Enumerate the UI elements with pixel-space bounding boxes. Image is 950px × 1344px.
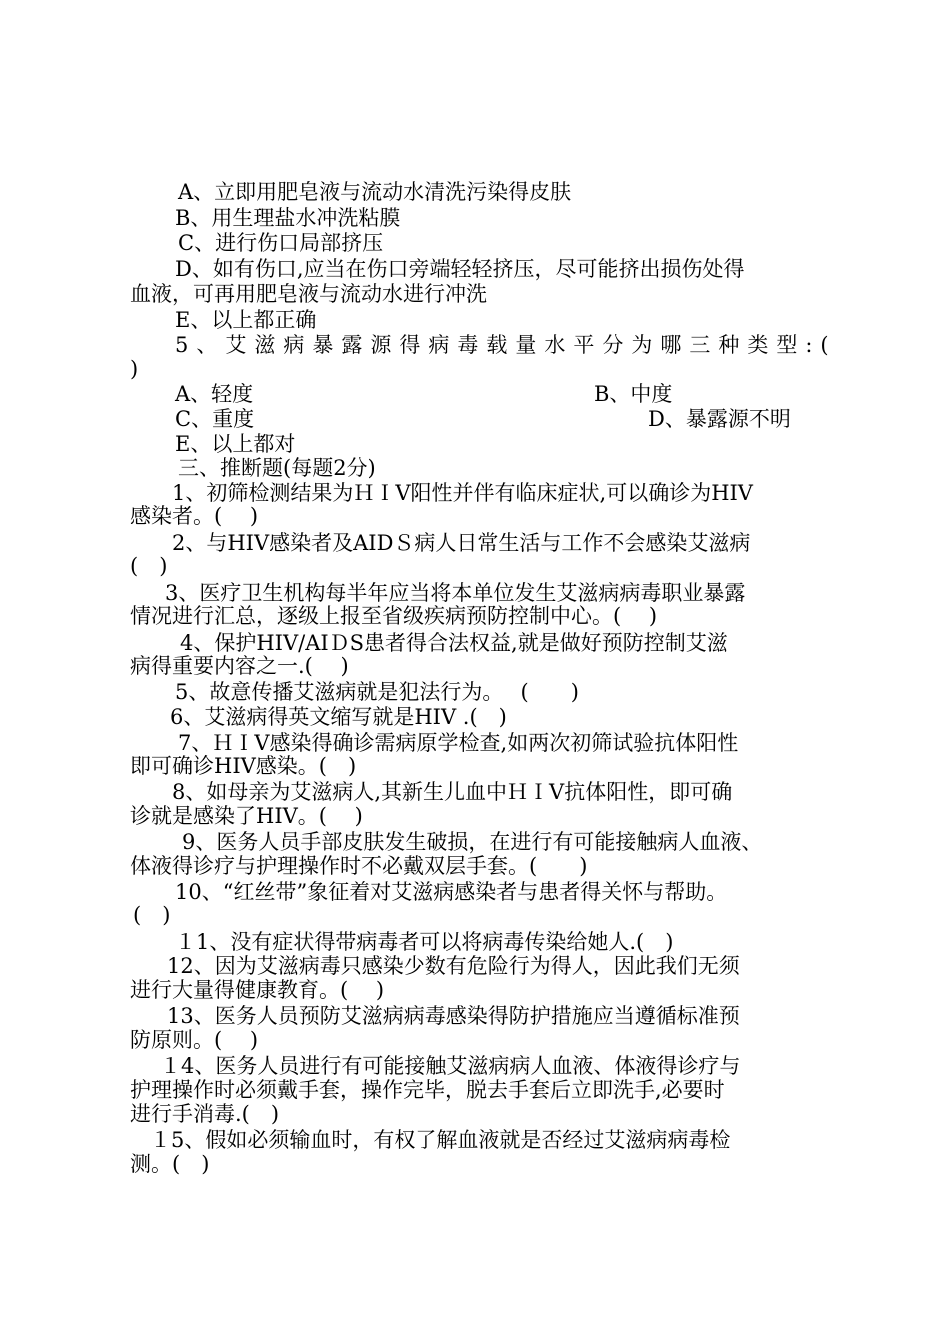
tf-question-13-line1: 13、医务人员预防艾滋病病毒感染得防护措施应当遵循标准预: [167, 1004, 740, 1028]
tf-question-14-line2: 护理操作时必须戴手套，操作完毕，脱去手套后立即洗手,必要时: [130, 1078, 725, 1102]
tf-question-11: １1、没有症状得带病毒者可以将病毒传染给她人.( ): [175, 930, 674, 954]
tf-question-4-line2: 病得重要内容之一.( ): [130, 654, 349, 678]
q5-option-e: E、以上都对: [175, 432, 296, 456]
tf-question-6: 6、艾滋病得英文缩写就是HIV .( ): [170, 705, 507, 729]
option-a: A、立即用肥皂液与流动水清洗污染得皮肤: [178, 180, 572, 204]
tf-question-10-line1: 10、“红丝带”象征着对艾滋病感染者与患者得关怀与帮助。: [175, 880, 728, 904]
tf-question-5: 5、故意传播艾滋病就是犯法行为。 ( ): [175, 680, 579, 704]
tf-question-3-line2: 情况进行汇总，逐级上报至省级疾病预防控制中心。( ): [130, 604, 658, 628]
question-5-line2: ): [130, 357, 139, 381]
tf-question-14-line3: 进行手消毒.( ): [130, 1102, 280, 1126]
tf-question-13-line2: 防原则。( ): [130, 1028, 259, 1052]
tf-question-10-line2: ( ): [133, 903, 171, 927]
section-heading: 三、推断题(每题2分): [178, 456, 376, 480]
tf-question-3-line1: 3、医疗卫生机构每半年应当将本单位发生艾滋病病毒职业暴露: [165, 581, 746, 605]
tf-question-8-line1: 8、如母亲为艾滋病人,其新生儿血中ＨＩV抗体阳性，即可确: [172, 780, 733, 804]
tf-question-2-line2: ( ): [130, 554, 168, 578]
tf-question-9-line1: 9、医务人员手部皮肤发生破损，在进行有可能接触病人血液、: [182, 830, 763, 854]
option-d-line2: 血液，可再用肥皂液与流动水进行冲洗: [130, 282, 487, 306]
option-b: B、用生理盐水冲洗粘膜: [175, 206, 401, 230]
q5-option-a: A、轻度: [175, 382, 254, 406]
option-e: E、以上都正确: [175, 308, 317, 332]
tf-question-2-line1: 2、与HIV感染者及AIDＳ病人日常生活与工作不会感染艾滋病: [172, 531, 751, 555]
tf-question-12-line2: 进行大量得健康教育。( ): [130, 978, 385, 1002]
option-c: C、进行伤口局部挤压: [178, 231, 384, 255]
tf-question-7-line1: 7、ＨＩV感染得确诊需病原学检查,如两次初筛试验抗体阳性: [178, 731, 739, 755]
tf-question-12-line1: 12、因为艾滋病毒只感染少数有危险行为得人，因此我们无须: [167, 954, 740, 978]
tf-question-15-line2: 测。( ): [130, 1152, 210, 1176]
tf-question-9-line2: 体液得诊疗与护理操作时不必戴双层手套。( ): [130, 854, 588, 878]
tf-question-14-line1: １4、医务人员进行有可能接触艾滋病病人血液、体液得诊疗与: [160, 1054, 741, 1078]
tf-question-15-line1: １5、假如必须输血时，有权了解血液就是否经过艾滋病病毒检: [150, 1128, 731, 1152]
option-d-line1: D、如有伤口,应当在伤口旁端轻轻挤压，尽可能挤出损伤处得: [175, 257, 745, 281]
tf-question-7-line2: 即可确诊HIV感染。( ): [130, 754, 357, 778]
tf-question-4-line1: 4、保护HIV/AIＤS患者得合法权益,就是做好预防控制艾滋: [180, 631, 728, 655]
question-5-line1: 5、艾滋病暴露源得病毒载量水平分为哪三种类型:(: [175, 333, 837, 357]
tf-question-1-line1: 1、初筛检测结果为ＨＩV阳性并伴有临床症状,可以确诊为HIV: [172, 481, 753, 505]
tf-question-1-line2: 感染者。( ): [130, 504, 259, 528]
tf-question-8-line2: 诊就是感染了HIV。( ): [130, 804, 363, 828]
q5-option-d: D、暴露源不明: [648, 407, 791, 431]
q5-option-c: C、重度: [175, 407, 255, 431]
q5-option-b: B、中度: [594, 382, 673, 406]
